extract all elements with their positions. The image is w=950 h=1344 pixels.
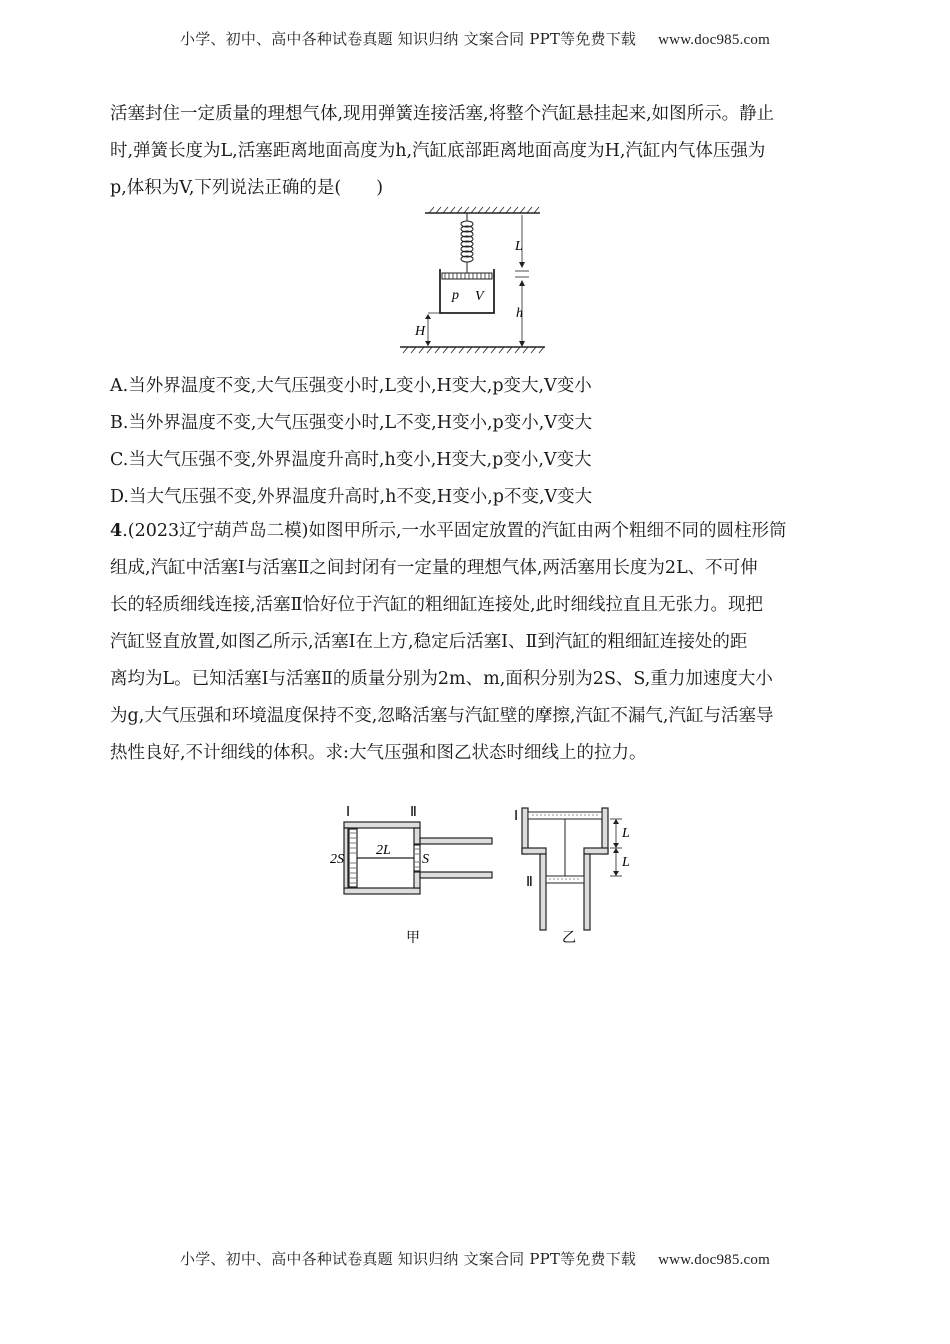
q4-number: 4 bbox=[110, 521, 123, 541]
hanging-cylinder-figure bbox=[395, 205, 555, 355]
question-3-stem bbox=[110, 96, 840, 207]
caption-yi: 乙 bbox=[562, 931, 576, 946]
label-h: h bbox=[516, 306, 523, 321]
option-b: B.当外界温度不变,大气压强变小时,L不变,H变小,p变小,V变大 bbox=[110, 413, 592, 433]
yi-label-L-lower: L bbox=[622, 855, 630, 870]
header-text: 小学、初中、高中各种试卷真题 知识归纳 文案合同 PPT等免费下载 bbox=[180, 30, 637, 48]
header-site[interactable]: www.doc985.com bbox=[658, 32, 770, 48]
q4-source: .(2023辽宁葫芦岛二模) bbox=[122, 521, 309, 541]
page-footer bbox=[0, 1248, 950, 1269]
label-p: p bbox=[452, 288, 459, 303]
label-L: L bbox=[515, 239, 523, 254]
yi-label-I: Ⅰ bbox=[514, 809, 519, 824]
q4-line-1-text: 如图甲所示,一水平固定放置的汽缸由两个粗细不同的圆柱形筒 bbox=[308, 521, 787, 541]
spring bbox=[461, 213, 473, 273]
page-header bbox=[0, 28, 950, 49]
footer-site[interactable]: www.doc985.com bbox=[658, 1252, 770, 1268]
label-V: V bbox=[475, 289, 484, 304]
option-d: D.当大气压强不变,外界温度升高时,h不变,H变小,p不变,V变大 bbox=[110, 487, 593, 507]
q4-line-3: 长的轻质细线连接,活塞Ⅱ恰好位于汽缸的粗细缸连接处,此时细线拉直且无张力。现把 bbox=[110, 595, 764, 615]
caption-jia: 甲 bbox=[406, 931, 420, 946]
question-4 bbox=[110, 513, 840, 772]
footer-text: 小学、初中、高中各种试卷真题 知识归纳 文案合同 PPT等免费下载 bbox=[180, 1250, 637, 1268]
q4-line-6: 为g,大气压强和环境温度保持不变,忽略活塞与汽缸壁的摩擦,汽缸不漏气,汽缸与活塞导 bbox=[110, 706, 774, 726]
cylinder-figures bbox=[330, 800, 630, 960]
option-a: A.当外界温度不变,大气压强变小时,L变小,H变大,p变大,V变小 bbox=[110, 376, 592, 396]
label-H: H bbox=[415, 324, 426, 339]
label-S: S bbox=[422, 852, 429, 867]
q3-line-3: p,体积为V,下列说法正确的是( ) bbox=[110, 178, 384, 198]
label-2L: 2L bbox=[376, 843, 391, 858]
label-2S: 2S bbox=[330, 852, 344, 867]
yi-label-L-upper: L bbox=[622, 826, 630, 841]
q4-line-2: 组成,汽缸中活塞Ⅰ与活塞Ⅱ之间封闭有一定量的理想气体,两活塞用长度为2L、不可伸 bbox=[110, 558, 758, 578]
q4-line-7: 热性良好,不计细线的体积。求:大气压强和图乙状态时细线上的拉力。 bbox=[110, 743, 647, 763]
jia-label-I: Ⅰ bbox=[346, 805, 351, 820]
q3-line-1: 活塞封住一定质量的理想气体,现用弹簧连接活塞,将整个汽缸悬挂起来,如图所示。静止 bbox=[110, 104, 775, 124]
q4-line-4: 汽缸竖直放置,如图乙所示,活塞Ⅰ在上方,稳定后活塞Ⅰ、Ⅱ到汽缸的粗细缸连接处的距 bbox=[110, 632, 748, 652]
q4-line-1 bbox=[110, 513, 840, 550]
jia-label-II: Ⅱ bbox=[410, 805, 417, 820]
yi-label-II: Ⅱ bbox=[526, 875, 533, 890]
option-c: C.当大气压强不变,外界温度升高时,h变小,H变大,p变小,V变大 bbox=[110, 450, 592, 470]
q3-line-2: 时,弹簧长度为L,活塞距离地面高度为h,汽缸底部距离地面高度为H,汽缸内气体压强为 bbox=[110, 141, 766, 161]
figure-jia bbox=[344, 822, 492, 894]
q4-line-5: 离均为L。已知活塞Ⅰ与活塞Ⅱ的质量分别为2m、m,面积分别为2S、S,重力加速度大小 bbox=[110, 669, 773, 689]
